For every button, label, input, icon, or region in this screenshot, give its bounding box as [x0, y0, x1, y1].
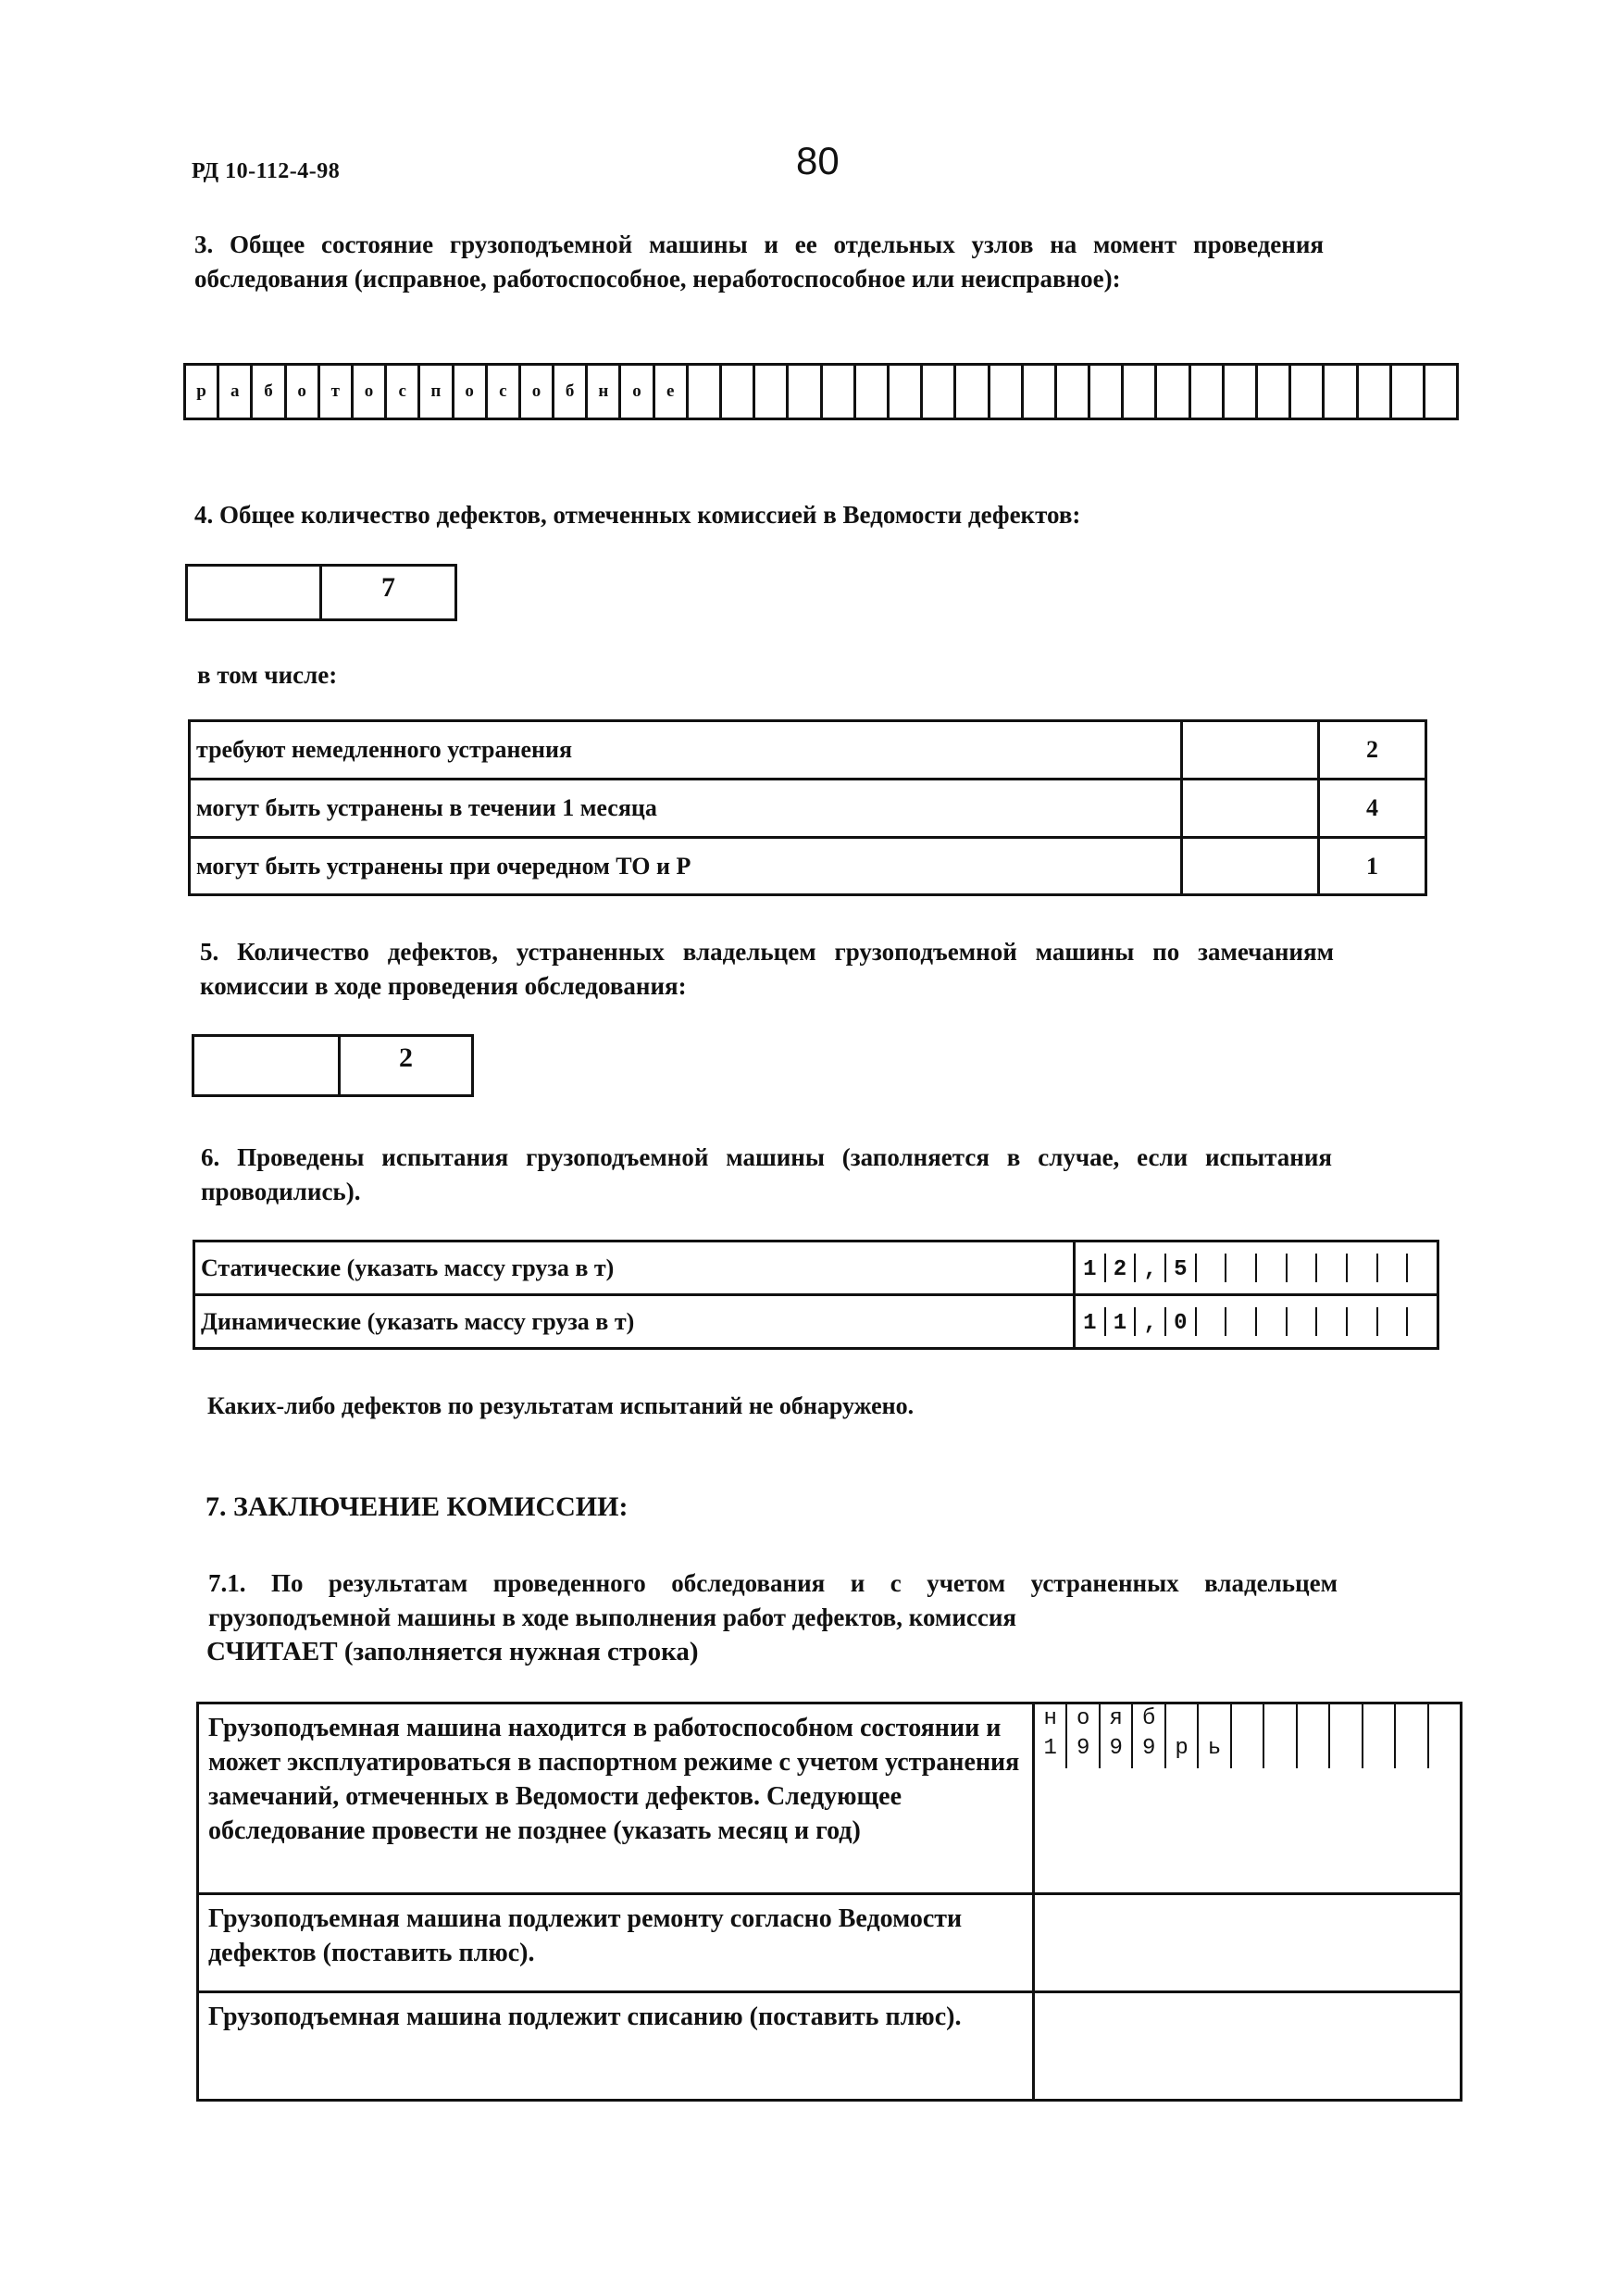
dynamic-test-label: Динамические (указать массу груза в т)	[194, 1295, 1075, 1349]
date-cell[interactable]	[1035, 1704, 1067, 1768]
condition-cell[interactable]	[856, 366, 890, 418]
condition-cell[interactable]	[722, 366, 755, 418]
date-cell[interactable]	[1429, 1704, 1460, 1768]
load-mass-cell[interactable]	[1288, 1307, 1318, 1336]
condition-cell[interactable]	[1392, 366, 1425, 418]
load-mass-cell[interactable]: ,	[1136, 1307, 1166, 1336]
total-defects-box[interactable]	[185, 564, 457, 621]
load-mass-cell[interactable]	[1226, 1254, 1257, 1282]
load-mass-cell[interactable]	[1348, 1307, 1378, 1336]
document-code: РД 10-112-4-98	[192, 159, 341, 183]
defect-row-empty	[1182, 780, 1319, 838]
date-cell[interactable]	[1166, 1704, 1199, 1768]
load-mass-cell[interactable]	[1378, 1254, 1409, 1282]
date-cell[interactable]	[1101, 1704, 1133, 1768]
condition-cell[interactable]: с	[488, 366, 521, 418]
date-cell[interactable]	[1298, 1704, 1330, 1768]
condition-cell[interactable]	[1024, 366, 1057, 418]
defects-breakdown-table	[188, 719, 1427, 896]
defect-row-value[interactable]: 4	[1319, 780, 1426, 838]
page-number: 80	[796, 139, 840, 182]
condition-cell[interactable]	[1291, 366, 1325, 418]
section5-text: 5. Количество дефектов, устраненных владельцем грузоподъемной машины по замечаниям комиссии в ходе проведения обследования:	[200, 938, 1334, 1001]
static-test-label: Статические (указать массу груза в т)	[194, 1242, 1075, 1295]
load-mass-cell[interactable]	[1257, 1254, 1288, 1282]
condition-cell[interactable]	[956, 366, 989, 418]
condition-cell[interactable]	[755, 366, 789, 418]
date-cell[interactable]	[1363, 1704, 1396, 1768]
section3-text: 3. Общее состояние грузоподъемной машины и ее отдельных узлов на момент проведения обследования (исправное, работоспособное, неработоспособное или неисправное):	[194, 231, 1324, 293]
month-char: н	[1043, 1706, 1057, 1731]
fixed-defects-box[interactable]	[192, 1034, 474, 1097]
load-mass-cell[interactable]	[1288, 1254, 1318, 1282]
table-row	[190, 838, 1426, 895]
condition-cell[interactable]	[1325, 366, 1358, 418]
considers-label: СЧИТАЕТ (заполняется нужная строка)	[206, 1637, 699, 1666]
defect-row-empty	[1182, 721, 1319, 780]
load-mass-cell[interactable]: 1	[1076, 1254, 1106, 1282]
section6-text: 6. Проведены испытания грузоподъемной машины (заполняется в случае, если испытания проводились).	[201, 1143, 1332, 1206]
load-mass-cell[interactable]	[1408, 1254, 1437, 1282]
year-char: 9	[1077, 1735, 1090, 1761]
condition-cell[interactable]: п	[420, 366, 454, 418]
condition-cell[interactable]	[1057, 366, 1090, 418]
load-mass-cell[interactable]	[1408, 1307, 1437, 1336]
table-row	[198, 1992, 1462, 2101]
load-mass-cell[interactable]	[1197, 1307, 1227, 1336]
condition-cell[interactable]	[823, 366, 856, 418]
condition-cell[interactable]	[890, 366, 923, 418]
month-char: б	[1141, 1706, 1156, 1731]
date-cell[interactable]	[1330, 1704, 1363, 1768]
writeoff-mark-cell[interactable]	[1034, 1992, 1462, 2101]
date-cell[interactable]	[1067, 1704, 1100, 1768]
year-char: 1	[1043, 1735, 1057, 1761]
condition-cell[interactable]: о	[621, 366, 654, 418]
load-mass-cell[interactable]	[1317, 1307, 1348, 1336]
static-test-cells[interactable]	[1075, 1242, 1438, 1295]
defect-row-label: могут быть устранены при очередном ТО и Р	[190, 838, 1182, 895]
defect-row-value[interactable]: 1	[1319, 838, 1426, 895]
section7-text: 7.1. По результатам проведенного обследования и с учетом устраненных владельцем грузоподъемной машины в ходе выполнения работ дефектов, комиссия	[208, 1569, 1338, 1632]
load-mass-cell[interactable]: 0	[1166, 1307, 1197, 1336]
condition-cell[interactable]: р	[186, 366, 219, 418]
month-char: ь	[1207, 1735, 1222, 1761]
section4-text: 4. Общее количество дефектов, отмеченных комиссией в Ведомости дефектов:	[194, 501, 1081, 529]
condition-cell-grid[interactable]	[183, 363, 1459, 420]
next-inspection-date-cells[interactable]	[1034, 1703, 1462, 1894]
load-mass-cell[interactable]: ,	[1136, 1254, 1166, 1282]
date-cell[interactable]	[1232, 1704, 1264, 1768]
repair-mark-cell[interactable]	[1034, 1894, 1462, 1992]
condition-cell[interactable]: а	[219, 366, 253, 418]
table-row	[190, 780, 1426, 838]
condition-cell[interactable]: с	[387, 366, 420, 418]
load-mass-cell[interactable]	[1348, 1254, 1378, 1282]
fixed-defects-value: 2	[399, 1042, 413, 1073]
year-char: 9	[1109, 1735, 1123, 1761]
defect-row-label: могут быть устранены в течении 1 месяца	[190, 780, 1182, 838]
condition-cell[interactable]: е	[655, 366, 689, 418]
condition-cell[interactable]	[1090, 366, 1124, 418]
date-cell[interactable]	[1396, 1704, 1428, 1768]
condition-cell[interactable]	[1124, 366, 1157, 418]
month-char: я	[1109, 1706, 1123, 1731]
condition-cell[interactable]	[923, 366, 956, 418]
table-row	[198, 1894, 1462, 1992]
defect-row-label: требуют немедленного устранения	[190, 721, 1182, 780]
condition-cell[interactable]: т	[320, 366, 354, 418]
condition-cell[interactable]: о	[354, 366, 387, 418]
tests-note: Каких-либо дефектов по результатам испытаний не обнаружено.	[207, 1392, 915, 1419]
condition-cell[interactable]	[1191, 366, 1225, 418]
total-defects-empty-cell	[188, 567, 322, 618]
condition-cell[interactable]: о	[521, 366, 554, 418]
year-char: 9	[1141, 1735, 1156, 1761]
load-mass-cell[interactable]	[1257, 1307, 1288, 1336]
load-mass-cell[interactable]	[1226, 1307, 1257, 1336]
date-cell[interactable]	[1133, 1704, 1165, 1768]
table-row	[190, 721, 1426, 780]
condition-cell[interactable]: о	[287, 366, 320, 418]
dynamic-test-cells[interactable]	[1075, 1295, 1438, 1349]
fixed-defects-empty-cell	[194, 1037, 341, 1094]
load-mass-cell[interactable]	[1197, 1254, 1227, 1282]
table-row	[194, 1295, 1438, 1349]
conclusion-table	[196, 1702, 1462, 2102]
defect-row-empty	[1182, 838, 1319, 895]
total-defects-value: 7	[381, 572, 395, 603]
condition-cell[interactable]	[1225, 366, 1258, 418]
load-mass-cell[interactable]: 1	[1076, 1307, 1106, 1336]
load-mass-cell[interactable]	[1317, 1254, 1348, 1282]
date-cell[interactable]	[1264, 1704, 1297, 1768]
date-cell[interactable]	[1199, 1704, 1231, 1768]
month-char: о	[1077, 1706, 1090, 1731]
condition-cell[interactable]	[1425, 366, 1456, 418]
condition-cell[interactable]	[1258, 366, 1291, 418]
including-label: в том числе:	[197, 661, 338, 689]
load-mass-cell[interactable]: 5	[1166, 1254, 1197, 1282]
condition-cell[interactable]	[990, 366, 1024, 418]
condition-cell[interactable]: о	[454, 366, 488, 418]
tests-table	[193, 1240, 1439, 1350]
conclusion-option-writeoff: Грузоподъемная машина подлежит списанию (поставить плюс).	[198, 1992, 1034, 2101]
condition-cell[interactable]: б	[554, 366, 588, 418]
condition-cell[interactable]	[689, 366, 722, 418]
load-mass-cell[interactable]: 2	[1106, 1254, 1137, 1282]
condition-cell[interactable]	[1359, 366, 1392, 418]
table-row	[198, 1703, 1462, 1894]
load-mass-cell[interactable]	[1378, 1307, 1409, 1336]
load-mass-cell[interactable]: 1	[1106, 1307, 1137, 1336]
conclusion-option-working: Грузоподъемная машина находится в работоспособном состоянии и может эксплуатироваться в паспортном режиме с учетом устранения замечаний, отмеченных в Ведомости дефектов. Следующее обследование провести не позднее (указать месяц и год)	[198, 1703, 1034, 1894]
condition-cell[interactable]	[789, 366, 822, 418]
condition-cell[interactable]	[1157, 366, 1190, 418]
conclusion-option-repair: Грузоподъемная машина подлежит ремонту согласно Ведомости дефектов (поставить плюс).	[198, 1894, 1034, 1992]
defect-row-value[interactable]: 2	[1319, 721, 1426, 780]
section7-title: 7. ЗАКЛЮЧЕНИЕ КОМИССИИ:	[205, 1491, 629, 1522]
condition-cell[interactable]: н	[588, 366, 621, 418]
month-char: р	[1175, 1735, 1189, 1761]
table-row	[194, 1242, 1438, 1295]
condition-cell[interactable]: б	[253, 366, 286, 418]
